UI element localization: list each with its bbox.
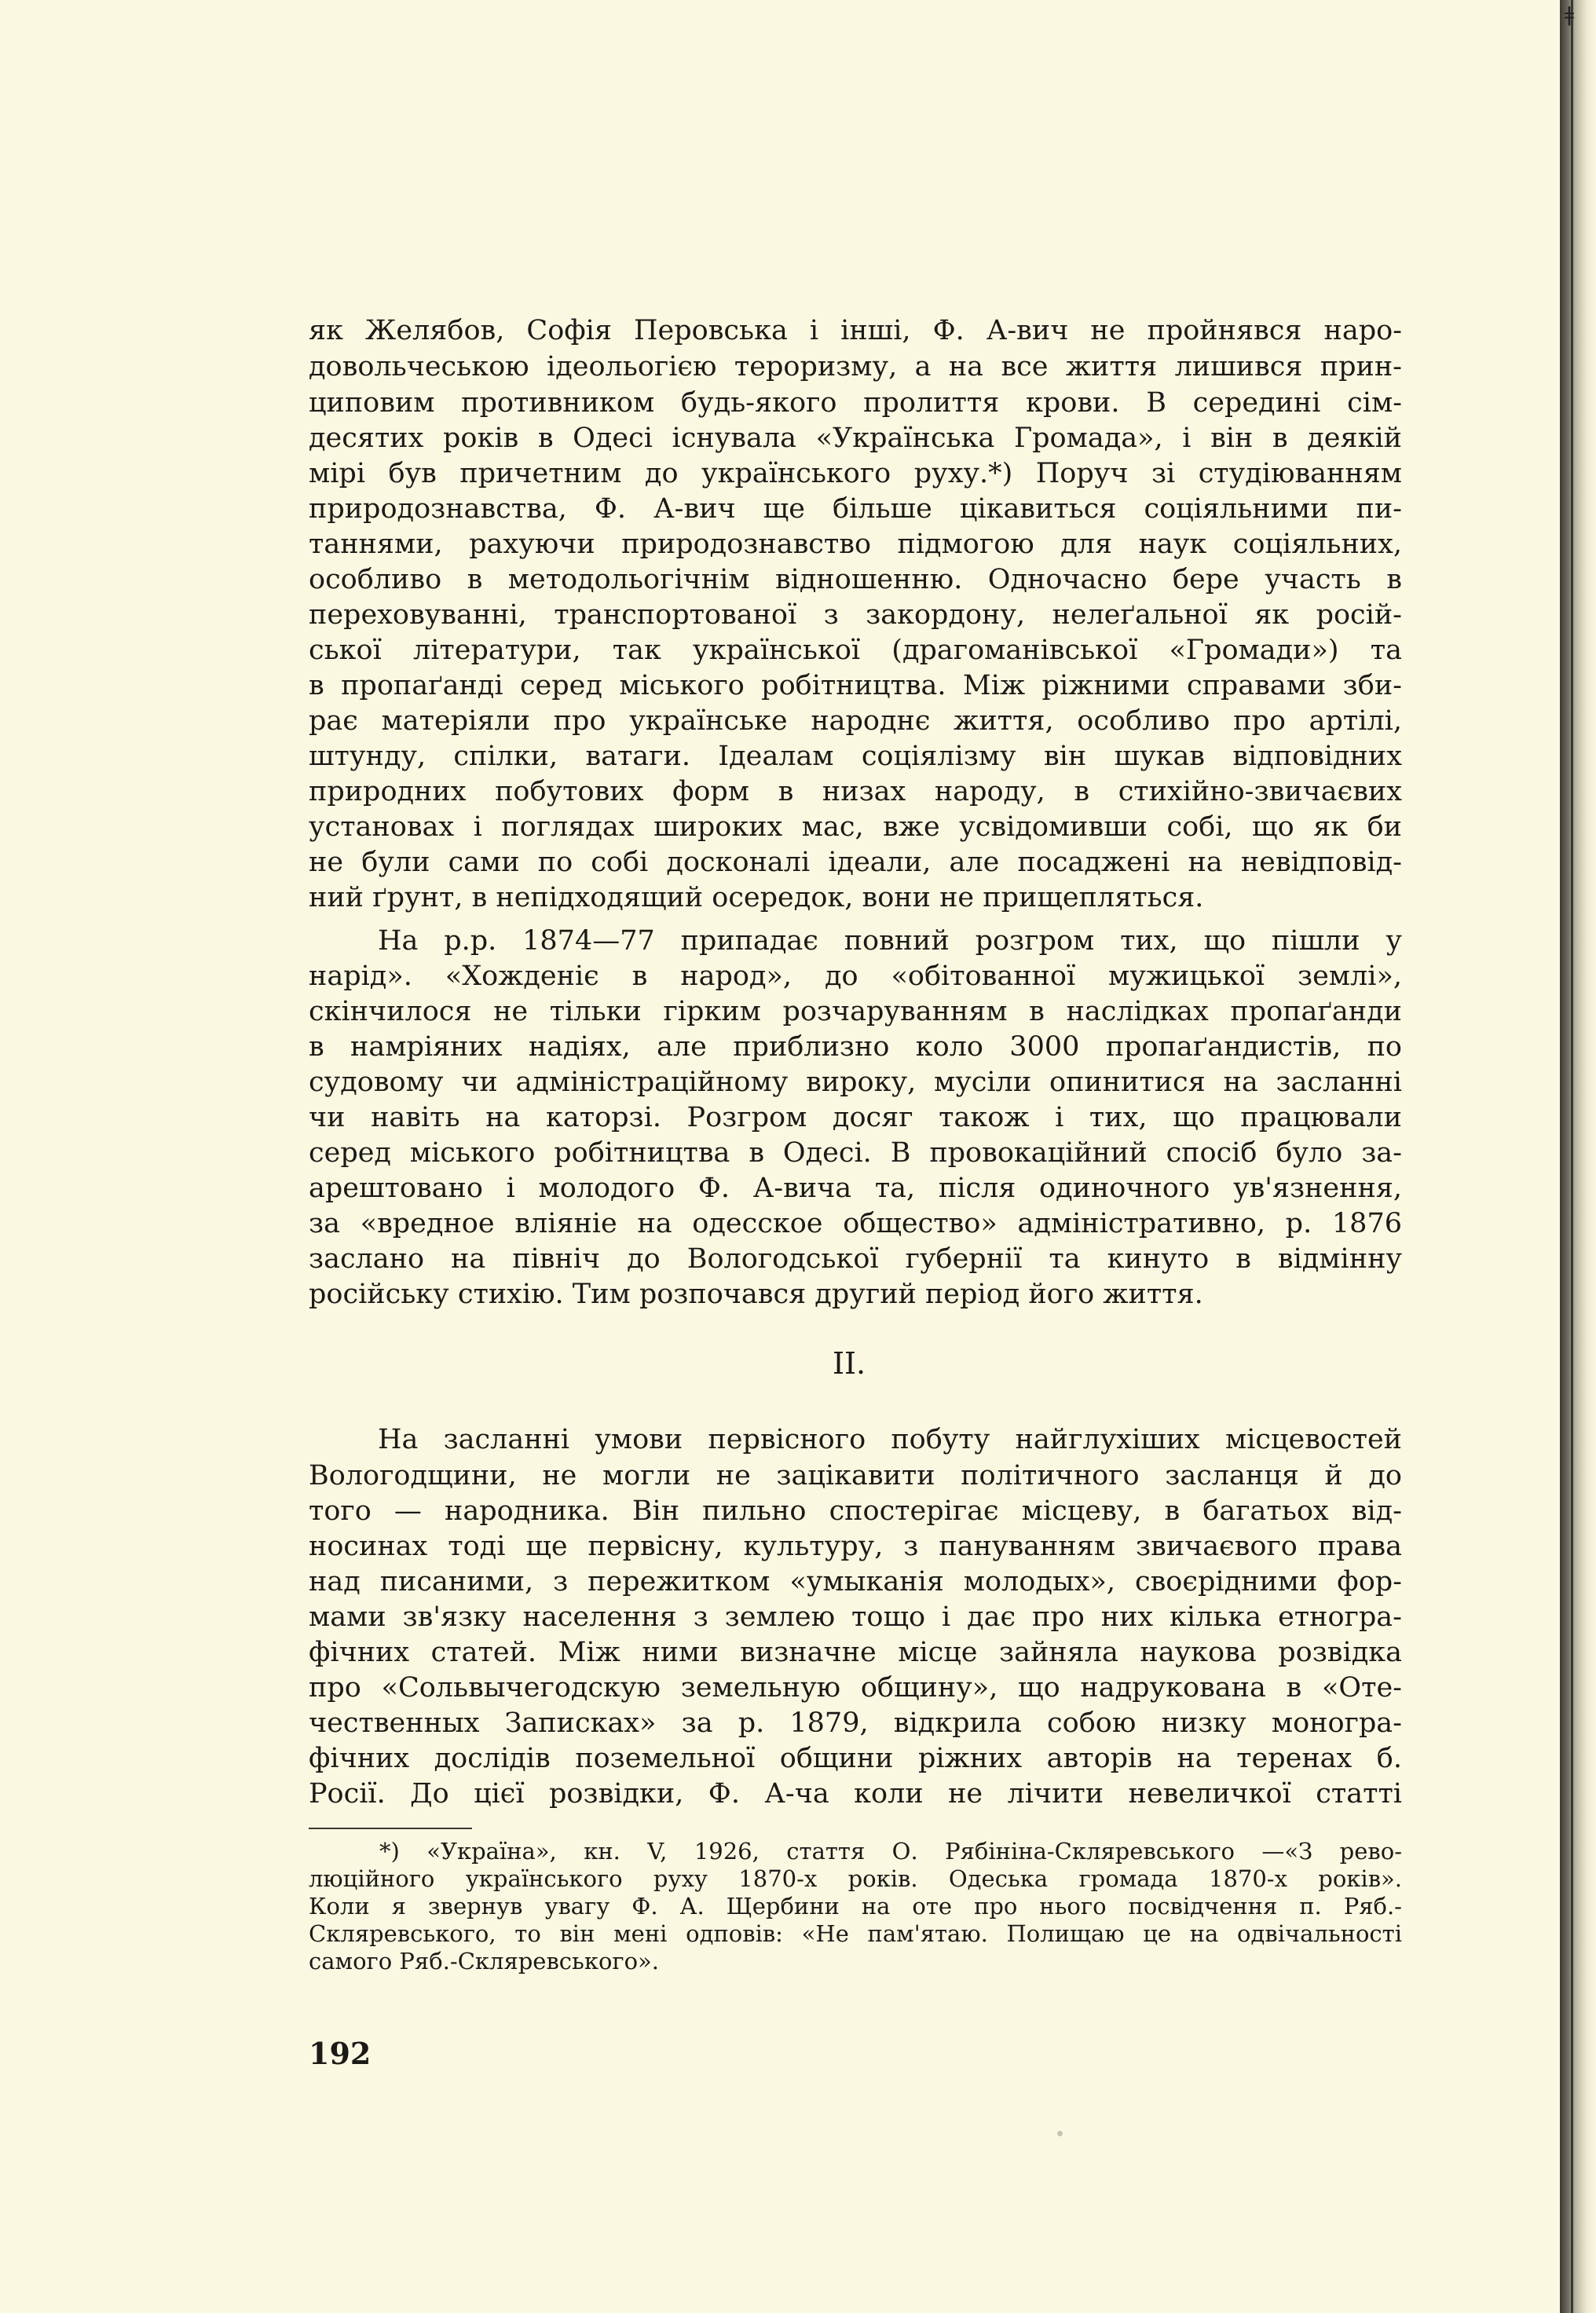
text-line: російську стихію. Тим розпочався другий період його життя. <box>309 1279 1203 1310</box>
text-line: рає матеріяли про українське народнє життя, особливо про артілі, <box>309 705 1402 737</box>
text-line: нарід». «Хожденіє в народ», до «обітованної мужицької землі», <box>309 961 1402 992</box>
text-line: установах і поглядах широких мас, вже усвідомивши собі, що як би <box>309 811 1402 843</box>
text-line: судовому чи адміністраційному вироку, мусіли опинитися на засланні <box>309 1067 1402 1098</box>
text-line: за «вредное вліяніе на одесское общество» адміністративно, р. 1876 <box>309 1208 1402 1239</box>
text-line: скінчилося не тільки гірким розчаруванням в наслідках пропаґанди <box>309 996 1402 1027</box>
footnote-line: люційного українського руху 1870-х років. Одеська громада 1870-х років». <box>309 1865 1402 1892</box>
text-line: ний ґрунт, в непідходящий осередок, вони не прищепляться. <box>309 882 1204 913</box>
text-line: довольчеською ідеольогією тероризму, а на все життя лишився прин- <box>309 351 1402 382</box>
margin-mark: ǂ <box>1565 3 1574 27</box>
text-line: природознавства, Ф. А-вич ще більше цікавиться соціяльними пи- <box>309 493 1402 525</box>
text-line: десятих років в Одесі існувала «Українська Громада», і він в деякій <box>309 423 1402 454</box>
text-line: особливо в методольогічнім відношенню. Одночасно бере участь в <box>309 564 1402 595</box>
text-line: переховуванні, транспортованої з закордону, нелеґальної як росій- <box>309 599 1402 631</box>
footnote-line: Коли я звернув увагу Ф. А. Щербини на оте про нього посвідчення п. Ряб.- <box>309 1893 1402 1920</box>
text-line: в намріяних надіях, але приблизно коло 3000 пропаґандистів, по <box>309 1031 1402 1063</box>
text-line: того — народника. Він пильно спостерігає місцеву, в багатьох від- <box>309 1495 1402 1527</box>
text-line: носинах тоді ще первісну, культуру, з пануванням звичаєвого права <box>309 1531 1402 1562</box>
text-line: циповим противником будь-якого пролиття крови. В середині сім- <box>309 387 1402 419</box>
text-line: мірі був причетним до українського руху.*) Поруч зі студіюванням <box>309 458 1402 489</box>
page-number: 192 <box>309 2036 372 2071</box>
page-edge-shadow <box>1560 0 1596 2313</box>
text-line: серед міського робітництва в Одесі. В провокаційний спосіб було за- <box>309 1137 1402 1169</box>
text-line: природних побутових форм в низах народу, в стихійно-звичаєвих <box>309 776 1402 807</box>
speck-mark <box>1057 2131 1063 2136</box>
footnote-line: *) «Україна», кн. V, 1926, стаття О. Рябініна-Скляревського —«З рево- <box>379 1838 1402 1865</box>
text-line: в пропаґанді серед міського робітництва. Між ріжними справами зби- <box>309 670 1402 701</box>
text-line: Росії. До цієї розвідки, Ф. А-ча коли не лічити невеличкої статті <box>309 1778 1402 1810</box>
text-line: Вологодщини, не могли не зацікавити політичного засланця й до <box>309 1460 1402 1491</box>
footnote-line: самого Ряб.-Скляревського». <box>309 1948 660 1974</box>
page-edge-line <box>1571 0 1573 2313</box>
text-line: ської літератури, так української (драгоманівської «Громади») та <box>309 635 1402 666</box>
text-line: таннями, рахуючи природознавство підмогою для наук соціяльних, <box>309 529 1402 560</box>
text-line: штунду, спілки, ватаги. Ідеалам соціялізму він шукав відповідних <box>309 741 1402 772</box>
text-line: не були сами по собі досконалі ідеали, але посаджені на невідповід- <box>309 847 1402 878</box>
text-line: про «Сольвычегодскую земельную общину», що надрукована в «Оте- <box>309 1672 1402 1704</box>
text-line: арештовано і молодого Ф. А-вича та, після одиночного ув'язнення, <box>309 1173 1402 1204</box>
text-line: На р.р. 1874—77 припадає повний розгром тих, що пішли у <box>378 925 1402 957</box>
text-line: заслано на північ до Вологодської губернії та кинуто в відмінну <box>309 1243 1402 1275</box>
footnote-divider <box>309 1828 472 1829</box>
text-line: чественных Записках» за р. 1879, відкрила собою низку моногра- <box>309 1707 1402 1739</box>
text-line: як Желябов, Софія Перовська і інші, Ф. А-вич не пройнявся наро- <box>309 315 1402 346</box>
footnote-line: Скляревського, то він мені одповів: «Не пам'ятаю. Полищаю це на одвічальності <box>309 1920 1402 1947</box>
text-line: фічних статей. Між ними визначне місце зайняла наукова розвідка <box>309 1637 1402 1668</box>
text-line: мами зв'язку населення з землею тощо і дає про них кілька етногра- <box>309 1601 1402 1633</box>
section-heading: II. <box>833 1346 866 1381</box>
text-line: фічних дослідів поземельної общини ріжних авторів на теренах б. <box>309 1743 1402 1774</box>
text-line: На засланні умови первісного побуту найглухіших місцевостей <box>378 1424 1402 1455</box>
text-line: над писаними, з пережитком «умыканія молодых», своєрідними фор- <box>309 1566 1402 1598</box>
text-line: чи навіть на каторзі. Розгром досяг також і тих, що працювали <box>309 1102 1402 1133</box>
